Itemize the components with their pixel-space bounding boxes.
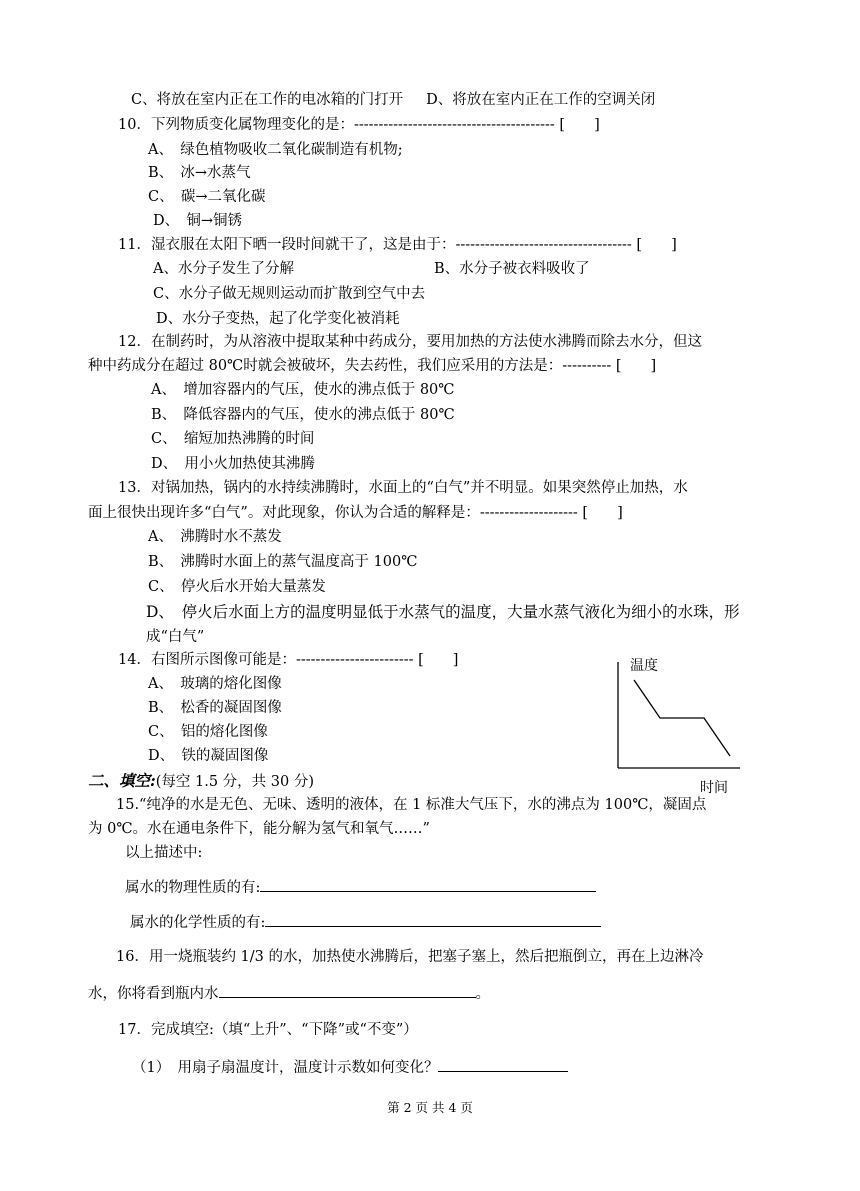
q15-chemical-answer-blank[interactable] bbox=[265, 912, 601, 927]
section-2-title: 二、填空: bbox=[88, 771, 156, 790]
page-footer: 第 2 页 共 4 页 bbox=[387, 1100, 473, 1115]
q17-stem: 17．完成填空:（填“上升”、“下降”或“不变”） bbox=[118, 1022, 418, 1038]
q16-line-2-end: 。 bbox=[475, 986, 490, 1002]
q13-option-a: A、 沸腾时水不蒸发 bbox=[148, 529, 282, 545]
q15-physical-answer-blank[interactable] bbox=[260, 877, 596, 892]
q11-option-d: D、水分子变热，起了化学变化被消耗 bbox=[156, 311, 400, 327]
q11-option-c: C、水分子做无规则运动而扩散到空气中去 bbox=[153, 286, 426, 302]
q16-line-2: 水，你将看到瓶内水 bbox=[88, 986, 219, 1002]
q14-option-c: C、 铝的熔化图像 bbox=[148, 724, 268, 740]
q15-physical-row bbox=[125, 877, 596, 898]
q9-options-cd bbox=[131, 90, 655, 110]
section-2-note: (每空 1.5 分，共 30 分) bbox=[155, 774, 314, 790]
q13-option-c: C、 停火后水开始大量蒸发 bbox=[148, 579, 326, 595]
q15-chemical-row bbox=[130, 912, 601, 933]
q17-sub-1-answer-blank[interactable] bbox=[438, 1057, 568, 1072]
graph-curve bbox=[634, 680, 730, 756]
q14-option-b: B、 松香的凝固图像 bbox=[148, 700, 282, 716]
q12-option-b: B、 降低容器内的气压，使水的沸点低于 80℃ bbox=[151, 407, 455, 423]
q12-option-a: A、 增加容器内的气压，使水的沸点低于 80℃ bbox=[151, 382, 455, 398]
q13-option-b: B、 沸腾时水面上的蒸气温度高于 100℃ bbox=[148, 554, 418, 570]
q12-line-2: 种中药成分在超过 80℃时就会被破坏，失去药性，我们应采用的方法是：---------- [ ] bbox=[88, 358, 657, 374]
q16-line-1: 16．用一烧瓶装约 1/3 的水，加热使水沸腾后，把塞子塞上，然后把瓶倒立，再在上边淋冷 bbox=[116, 949, 704, 965]
q14-option-a: A、 玻璃的熔化图像 bbox=[148, 676, 282, 692]
temperature-time-graph bbox=[600, 650, 750, 800]
section-2-heading bbox=[88, 771, 314, 792]
q16-answer-blank[interactable] bbox=[219, 983, 476, 998]
q16-line-2-row bbox=[88, 983, 490, 1004]
q15-line-2: 为 0℃。水在通电条件下，能分解为氢气和氧气……” bbox=[88, 821, 430, 837]
q14-option-d: D、 铁的凝固图像 bbox=[148, 748, 269, 764]
q10-option-b: B、 冰→水蒸气 bbox=[148, 165, 251, 181]
graph-y-label: 温度 bbox=[630, 658, 658, 674]
q12-line-1: 12．在制药时，为从溶液中提取某种中药成分，要用加热的方法使水沸腾而除去水分，但这 bbox=[118, 334, 702, 350]
q15-physical-label: 属水的物理性质的有: bbox=[125, 880, 261, 896]
q13-option-d-line-1: D、 停火后水面上方的温度明显低于水蒸气的温度，大量水蒸气液化为细小的水珠，形 bbox=[146, 603, 740, 621]
q12-option-d: D、 用小火加热使其沸腾 bbox=[151, 456, 315, 472]
q14-stem: 14．右图所示图像可能是：------------------------ [ ] bbox=[118, 652, 459, 668]
graph-x-label: 时间 bbox=[700, 780, 728, 796]
q13-line-1: 13．对锅加热，锅内的水持续沸腾时，水面上的“白气”并不明显。如果突然停止加热，水 bbox=[118, 480, 688, 496]
q13-line-2: 面上很快出现许多“白气”。对此现象，你认为合适的解释是：-------------------- [ ] bbox=[88, 505, 623, 521]
q10-option-c: C、 碳→二氧化碳 bbox=[148, 189, 266, 205]
q17-sub-1: （1） 用扇子扇温度计，温度计示数如何变化？ bbox=[132, 1060, 439, 1076]
q11-option-a: A、水分子发生了分解 bbox=[153, 261, 294, 277]
q10-option-a: A、 绿色植物吸收二氧化碳制造有机物; bbox=[148, 142, 403, 158]
q10-stem: 10．下列物质变化属物理变化的是：----------------------------------------- [ ] bbox=[118, 117, 600, 133]
q9-tail-text: C、将放在室内正在工作的电冰箱的门打开 D、将放在室内正在工作的空调关闭 bbox=[131, 92, 656, 108]
q13-option-d-line-2: 成“白气” bbox=[146, 629, 205, 645]
q15-line-3: 以上描述中: bbox=[125, 845, 203, 861]
q11-stem: 11．湿衣服在太阳下晒一段时间就干了，这是由于：------------------------------------ [ ] bbox=[118, 237, 677, 253]
q17-sub-1-row bbox=[132, 1057, 568, 1078]
q15-chemical-label: 属水的化学性质的有: bbox=[130, 915, 266, 931]
q11-option-b: B、水分子被衣料吸收了 bbox=[434, 261, 590, 277]
q15-line-1: 15.“纯净的水是无色、无味、透明的液体，在 1 标准大气压下，水的沸点为 100℃，凝固点 bbox=[116, 797, 707, 813]
q10-option-d: D、 铜→铜锈 bbox=[153, 213, 243, 229]
q12-option-c: C、 缩短加热沸腾的时间 bbox=[151, 431, 315, 447]
